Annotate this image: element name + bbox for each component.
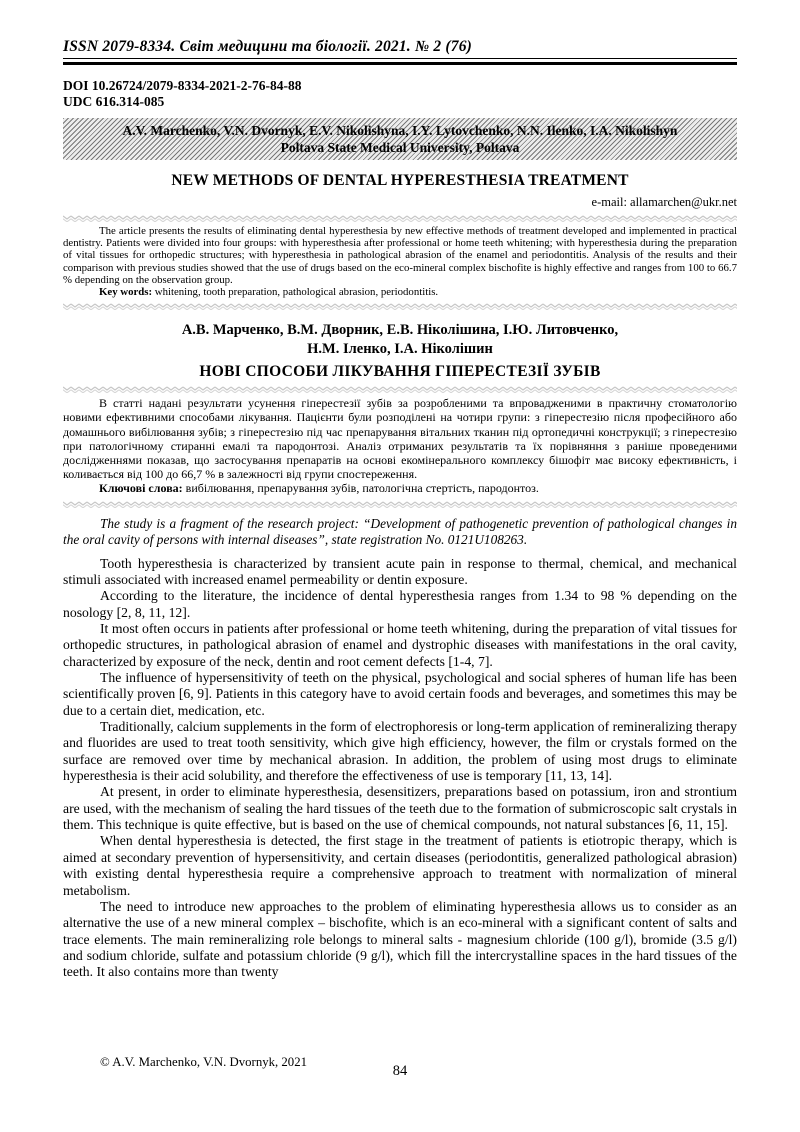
- article-title-en: NEW METHODS OF DENTAL HYPERESTHESIA TREATMENT: [171, 172, 629, 189]
- keywords-ua-label: Ключові слова:: [99, 481, 183, 496]
- abstract-en: [63, 225, 737, 298]
- authors-band: [63, 118, 737, 160]
- email-line: e-mail: allamarchen@ukr.net: [591, 195, 737, 209]
- abstract-ua: [63, 396, 737, 495]
- abstract-en-text: The article presents the results of eliminating dental hyperesthesia by new effective methods of treatment developed and implemented in practical dentistry. Patients were divided into four groups: with hyperesthesia after professional or home teeth whitening; with hyperesthesia during the preparation of vital tissues for orthopedic structures; with hyperesthesia in pathological abrasion of the enamel and periodontitis. Analysis of the results and their comparison with previous studies showed that the use of drugs based on the eco-mineral complex bischofite is highly effective and ranges from 100 to 66.7 % depending on the observation group.: [63, 225, 737, 286]
- authors-en-affiliation: Poltava State Medical University, Poltava: [280, 140, 520, 155]
- keywords-en-text: whitening, tooth preparation, pathological abrasion, periodontitis.: [152, 286, 439, 299]
- body-paragraph: Tooth hyperesthesia is characterized by transient acute pain in response to thermal, chemical, and mechanical stimuli associated with increased enamel permeability or dentin exposure.: [63, 555, 737, 587]
- zigzag-divider: [63, 385, 737, 393]
- authors-ua: [63, 321, 737, 358]
- zigzag-divider: [63, 302, 737, 310]
- journal-issn-header: ISSN 2079-8334. Світ медицини та біології. 2021. № 2 (76): [63, 38, 473, 55]
- body-paragraph: The influence of hypersensitivity of teeth on the physical, psychological and social spheres of human life has been scientifically proven [6, 9]. Patients in this category have to avoid certain foods and beverages, and sometimes this may be due to a certain diet, medication, etc.: [63, 670, 737, 718]
- body-paragraph: The need to introduce new approaches to the problem of eliminating hyperesthesia allows us to consider as an alternative the use of a new mineral complex – bischofite, which is an eco-mineral with a significant content of salts and trace elements. The main remineralizing role belongs to mineral salts - magnesium chloride (100 g/l), bromide (3.5 g/l) and sodium chloride, sulfate and potassium chloride (9 g/l), which fill the intercrystalline spaces in the hard tissues of the teeth. It also contains more than twenty: [63, 898, 737, 980]
- keywords-en: [63, 286, 737, 298]
- keywords-ua: [63, 481, 737, 495]
- article-meta: [63, 78, 737, 109]
- body-paragraph: When dental hyperesthesia is detected, the first stage in the treatment of patients is etiotropic therapy, which is aimed at secondary prevention of hypersensitivity, and certain diseases (periodontitis, generalized pathological abrasion) with existing dental hyperesthesia require a comprehensive approach to treatment with normalization of mineral metabolism.: [63, 833, 737, 898]
- keywords-ua-text: вибілювання, препарування зубів, патологічна стертість, пародонтоз.: [182, 481, 539, 496]
- body-paragraph: At present, in order to eliminate hyperesthesia, desensitizers, preparations based on potassium, iron and strontium are used, with the mechanism of sealing the hard tissues of the teeth due to the formation of submicroscopic salt crystals in them. This technique is quite effective, but is based on the use of chemical compounds, not natural substances [6, 11, 15].: [63, 784, 737, 833]
- zigzag-divider: [63, 500, 737, 508]
- doi-line: DOI 10.26724/2079-8334-2021-2-76-84-88: [63, 78, 302, 93]
- authors-en-names: A.V. Marchenko, V.N. Dvornyk, E.V. Nikolishyna, I.Y. Lytovchenko, N.N. Ilenko, I.A. Nikolishyn: [122, 123, 678, 138]
- keywords-en-label: Key words:: [99, 286, 153, 299]
- authors-ua-line1: А.В. Марченко, В.М. Дворник, Е.В. Ніколішина, І.Ю. Литовченко,: [181, 322, 619, 339]
- header-double-rule: [63, 58, 737, 65]
- page-number: 84: [392, 1063, 408, 1079]
- body-paragraph: Traditionally, calcium supplements in the form of electrophoresis or long-term application of remineralizing therapy and fluorides are used to treat tooth sensitivity, which give high efficiency, however, the film or crystals formed on the surface are removed over time by mechanical abrasion. In addition, the problem of using most drugs to eliminate hyperesthesia is their acid solubility, and therefore the effectiveness of use is temporary [11, 13, 14].: [63, 719, 737, 784]
- article-body: [63, 556, 737, 981]
- body-paragraph: It most often occurs in patients after professional or home teeth whitening, during the preparation of vital tissues for orthopedic structures, in pathological abrasion of enamel and dystrophic diseases with manifestations in the oral cavity, characterized by exposure of the neck, dentin and root cement defects [1-4, 7].: [63, 621, 737, 669]
- abstract-ua-text: В статті надані результати усунення гіперестезії зубів за розробленими та впровадженими в практичну стоматологію новими ефективними способами лікування. Пацієнти були розподілені на чотири групи: з гіперестезію після професійного або домашнього вибілювання зубів; з гіперестезію під час препарування вітальних тканин під ортопедичні конструкції; з гіперестезію при патологічному стиранні емалі та пародонтозі. Аналіз отриманих результатів та їх порівняння з раніше проведеними дослідженнями показав, що застосування препаратів на основі екомінерального комплексу бішофіт має високу ефективність, і коливається від 100 до 66,7 % в залежності від групи спостереження.: [63, 396, 737, 482]
- zigzag-divider: [63, 214, 737, 222]
- copyright-line: © A.V. Marchenko, V.N. Dvornyk, 2021: [100, 1055, 308, 1069]
- article-title-ua: НОВІ СПОСОБИ ЛІКУВАННЯ ГІПЕРЕСТЕЗІЇ ЗУБІВ: [199, 363, 601, 381]
- research-note: The study is a fragment of the research project: “Development of pathogenetic prevention of pathological changes in the oral cavity of persons with internal diseases”, state registration No. 0121U108263.: [63, 515, 737, 548]
- body-paragraph: According to the literature, the incidence of dental hyperesthesia ranges from 1.34 to 98 % depending on the nosology [2, 8, 11, 12].: [63, 588, 737, 620]
- authors-ua-line2: Н.М. Іленко, І.А. Ніколішин: [307, 340, 493, 357]
- udc-line: UDC 616.314-085: [63, 93, 165, 109]
